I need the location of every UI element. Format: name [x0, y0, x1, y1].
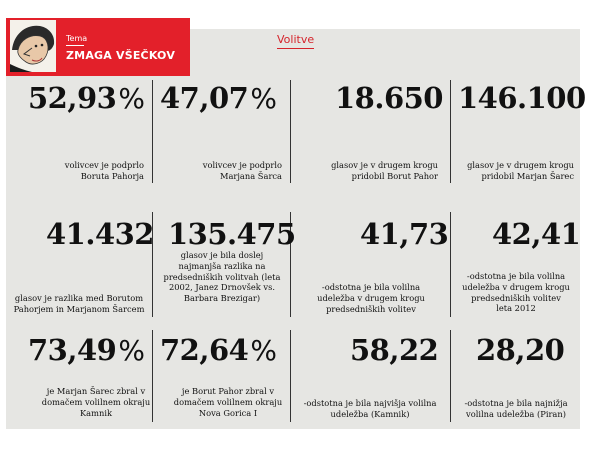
author-name: ZMAGA VŠEČKOV: [66, 49, 176, 62]
stat-caption: glasov je v drugem krogu pridobil Borut Pahor: [331, 160, 438, 181]
stat-caption: -odstotna je bila volilna udeležba v drugem krogu predsedniških volitev leta 2012: [462, 271, 570, 314]
stat-value: 58,22: [350, 333, 439, 367]
stat-caption: volivcev je podprlo Marjana Šarca: [202, 160, 282, 181]
stat-value: 72,64%: [160, 333, 277, 367]
percent-sign: %: [118, 82, 145, 115]
stat-caption: glasov je bila doslej najmanjša razlika na predsedniških volitvah (leta 2002, Janez Drnovšek vs. Barbara Brezigar): [163, 250, 281, 304]
stat-value: 28,20: [476, 333, 565, 367]
stat-value: 42,41: [492, 217, 581, 251]
stat-value: 41.432: [46, 217, 154, 251]
stat-caption: -odstotna je bila najnižja volilna udeležba (Piran): [464, 398, 568, 419]
percent-sign: %: [250, 82, 277, 115]
stat-caption: glasov je v drugem krogu pridobil Marjan Šarec: [467, 160, 574, 181]
tema-label: Tema: [66, 34, 88, 43]
stat-caption: -odstotna je bila volilna udeležba v drugem krogu predsedniških volitev: [317, 282, 425, 314]
stat-value: 18.650: [335, 81, 443, 115]
stat-value: 52,93%: [28, 81, 145, 115]
stat-value: 41,73: [360, 217, 449, 251]
section-title: Volitve: [277, 33, 315, 46]
stat-value: 47,07%: [160, 81, 277, 115]
stat-value: 73,49%: [28, 333, 145, 367]
author-caricature-icon: [10, 20, 56, 72]
stat-value: 146.100: [458, 81, 586, 115]
column-divider: [152, 330, 153, 422]
stat-caption: -odstotna je bila najvišja volilna udeležba (Kamnik): [303, 398, 437, 419]
percent-sign: %: [118, 334, 145, 367]
stat-caption: volivcev je podprlo Boruta Pahorja: [64, 160, 144, 181]
column-divider: [450, 212, 451, 317]
section-underline: [277, 48, 314, 49]
tema-underline: [66, 45, 84, 46]
stat-caption: je Borut Pahor zbral v domačem volilnem okraju Nova Gorica I: [173, 386, 283, 418]
stat-caption: glasov je razlika med Borutom Pahorjem in Marjanom Šarcem: [13, 293, 145, 314]
stat-caption: je Marjan Šarec zbral v domačem volilnem okraju Kamnik: [41, 386, 151, 418]
percent-sign: %: [250, 334, 277, 367]
stat-value: 135.475: [168, 217, 296, 251]
